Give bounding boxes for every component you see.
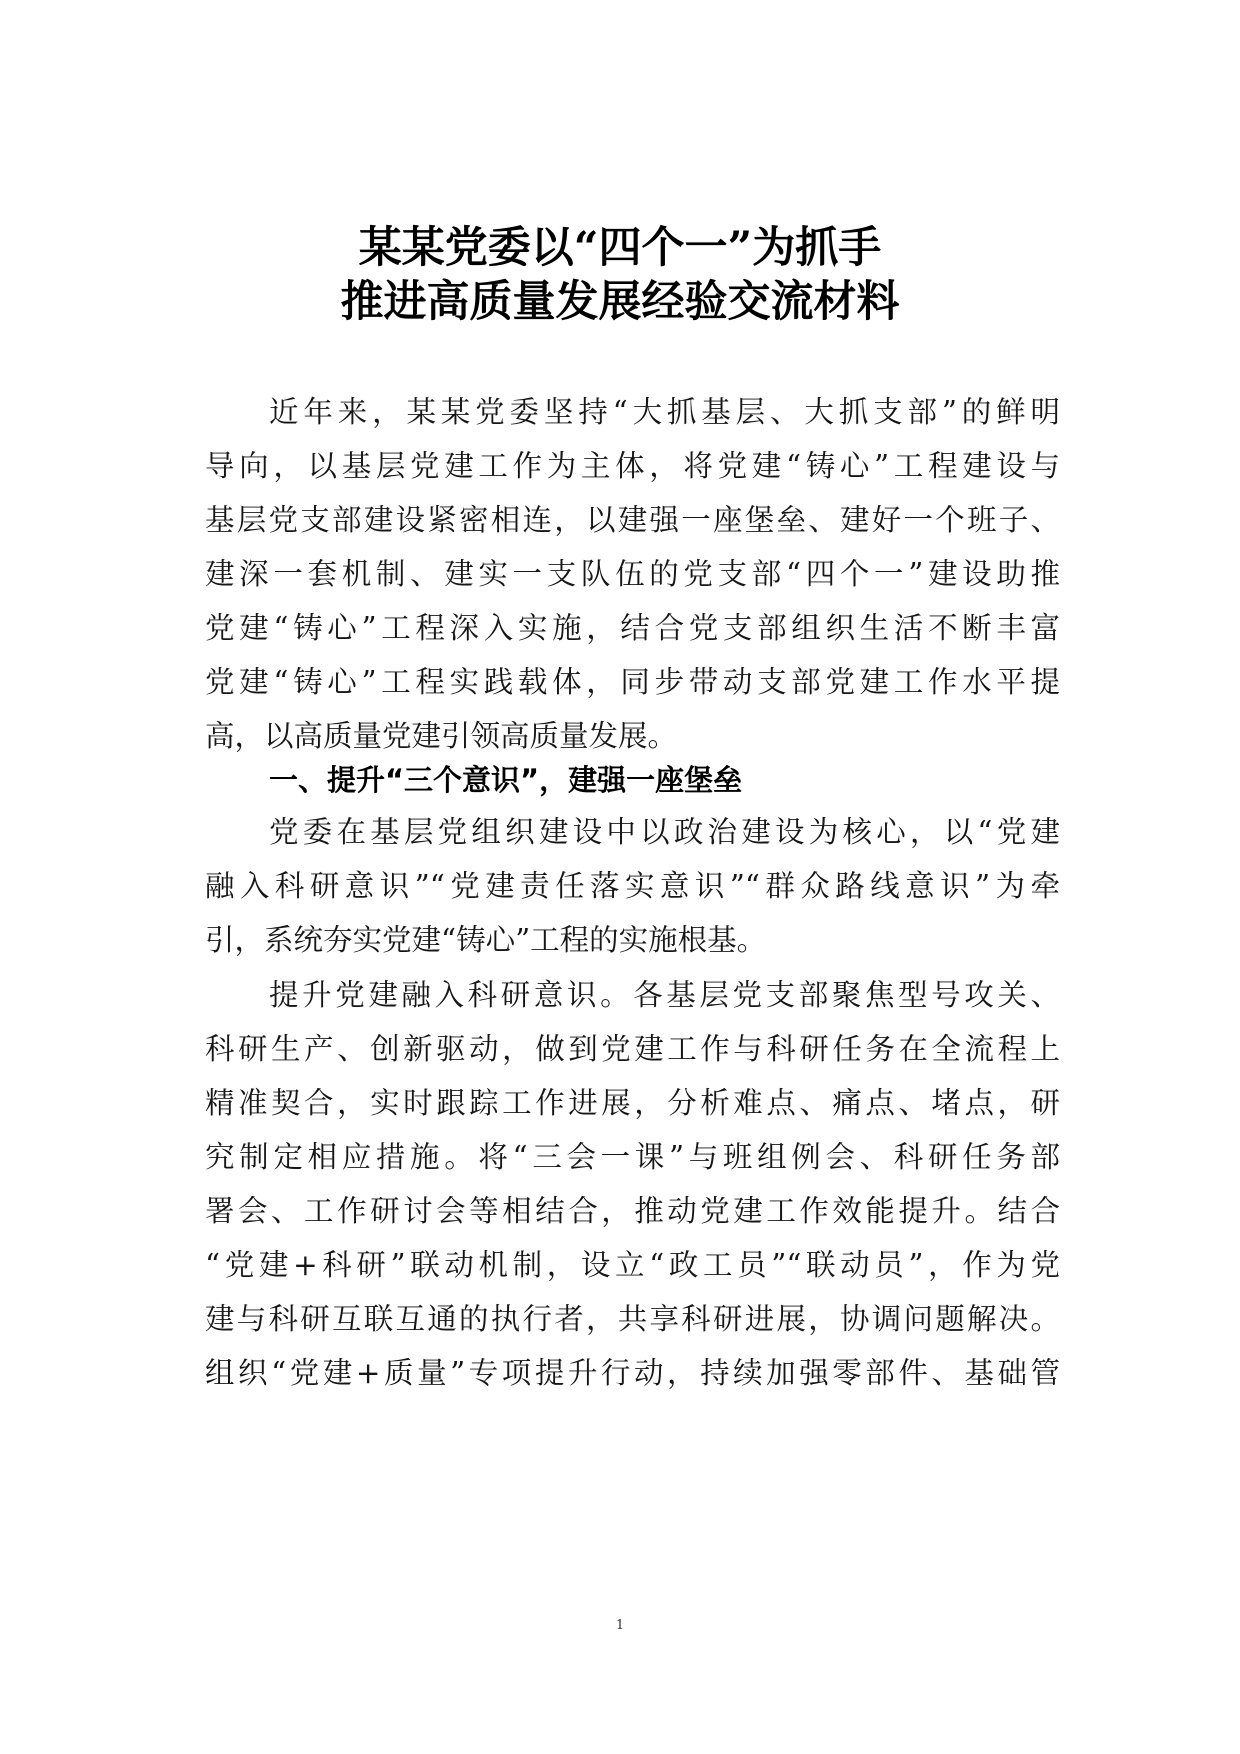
paragraph-line: “党建+科研”联动机制，设立“政工员”“联动员”，作为党 — [205, 1248, 1060, 1282]
paragraph-line: 建深一套机制、建实一支队伍的党支部“四个一”建设助推 — [205, 557, 1060, 591]
paragraph-line: 党委在基层党组织建设中以政治建设为核心，以“党建 — [269, 815, 1060, 849]
document-title-line-1: 某某党委以“四个一”为抓手 — [358, 223, 882, 273]
paragraph-line: 近年来，某某党委坚持“大抓基层、大抓支部”的鲜明 — [269, 395, 1060, 429]
paragraph-line: 提升党建融入科研意识。各基层党支部聚焦型号攻关、 — [269, 978, 1060, 1012]
paragraph-line: 基层党支部建设紧密相连，以建强一座堡垒、建好一个班子、 — [205, 503, 1060, 537]
document-title-line-2: 推进高质量发展经验交流材料 — [340, 277, 900, 327]
paragraph-line: 引，系统夯实党建“铸心”工程的实施根基。 — [205, 923, 767, 957]
paragraph-line: 署会、工作研讨会等相结合，推动党建工作效能提升。结合 — [205, 1194, 1060, 1228]
paragraph-line: 精准契合，实时跟踪工作进展，分析难点、痛点、堵点，研 — [205, 1086, 1060, 1120]
paragraph-line: 党建“铸心”工程深入实施，结合党支部组织生活不断丰富 — [205, 611, 1060, 645]
paragraph-line: 党建“铸心”工程实践载体，同步带动支部党建工作水平提 — [205, 665, 1060, 699]
paragraph-line: 科研生产、创新驱动，做到党建工作与科研任务在全流程上 — [205, 1032, 1060, 1066]
paragraph-intro — [205, 385, 1060, 763]
page-number: 1 — [615, 1618, 625, 1633]
paragraph-line: 高，以高质量党建引领高质量发展。 — [205, 719, 678, 753]
paragraph-line: 究制定相应措施。将“三会一课”与班组例会、科研任务部 — [205, 1140, 1060, 1174]
paragraph-research-awareness — [205, 968, 1060, 1400]
paragraph-section-1-intro — [205, 805, 1060, 967]
paragraph-line: 导向，以基层党建工作为主体，将党建“铸心”工程建设与 — [205, 449, 1060, 483]
paragraph-line: 建与科研互联互通的执行者，共享科研进展，协调问题解决。 — [205, 1302, 1060, 1336]
section-heading-1: 一、提升“三个意识”，建强一座堡垒 — [269, 763, 743, 797]
paragraph-line: 组织“党建+质量”专项提升行动，持续加强零部件、基础管 — [205, 1356, 1060, 1390]
paragraph-line: 融入科研意识”“党建责任落实意识”“群众路线意识”为牵 — [205, 869, 1060, 903]
